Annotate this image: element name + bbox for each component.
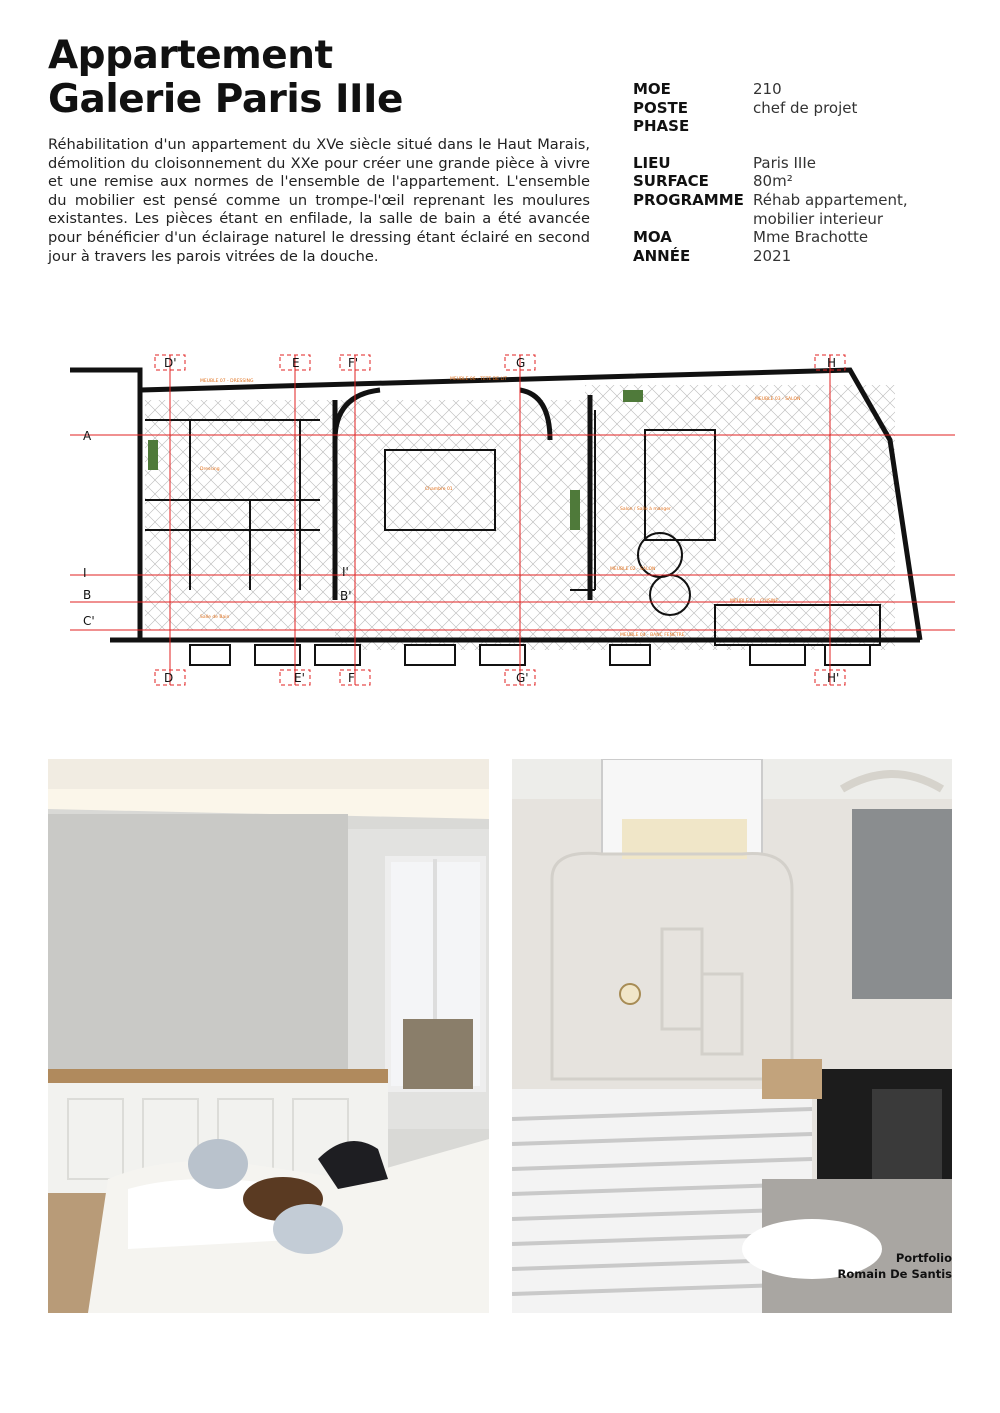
project-description: Réhabilitation d'un appartement du XVe siècle situé dans le Haut Marais, démolition du cloisonnement du XXe pour créer une grande pièce à vivre et une remise aux normes de l'ensemble de l'appartement. L'ensemble du mobilier est pensé comme un trompe-l'œil reprenant les moulures existantes. Les pièces étant en enfilade, la salle de bain a été avancée pour bénéficier d'un éclairage naturel le dressing étant éclairé en second jour à travers les parois vitrées de la douche. <box>48 136 590 265</box>
room-label: Salon / Salle à manger <box>620 507 671 512</box>
meta-label: MOA <box>633 228 672 247</box>
room-label: MEUBLE 01 - CUISINE <box>730 599 779 604</box>
project-metadata <box>633 80 963 265</box>
room-label: MEUBLE 03 - SALON <box>755 397 801 402</box>
meta-value: 80m² <box>753 172 793 191</box>
axis-label-inner: B' <box>340 589 352 603</box>
meta-row-annee <box>633 247 963 266</box>
axis-label-top: H <box>827 356 837 370</box>
axis-label-left: C' <box>83 614 95 628</box>
meta-value: chef de projet <box>753 98 858 117</box>
meta-label: PROGRAMME <box>633 190 744 209</box>
meta-value: Paris IIIe <box>753 153 816 172</box>
meta-row-lieu <box>633 154 963 173</box>
meta-row-poste <box>633 99 963 118</box>
meta-value: Réhab appartement, mobilier interieur <box>753 190 908 228</box>
axis-label-bottom: E' <box>294 671 305 685</box>
axis-label-bottom: F <box>348 671 355 685</box>
axis-label-inner: I' <box>342 565 349 579</box>
meta-value: 210 <box>753 80 782 98</box>
room-label: MEUBLE 02 - SALON <box>610 567 656 572</box>
axis-label-top: D' <box>164 356 177 370</box>
meta-label: ANNÉE <box>633 246 691 265</box>
axis-label-left: A <box>83 429 92 443</box>
axis-label-bottom: G' <box>516 671 529 685</box>
meta-label: SURFACE <box>633 172 709 191</box>
meta-value: 2021 <box>753 246 792 265</box>
room-label: MEUBLE 07 - DRESSING <box>200 379 254 384</box>
living-room-photo <box>48 759 489 1313</box>
footer-author: Romain De Santis <box>837 1267 952 1281</box>
room-label: Chambre 01 <box>425 487 453 492</box>
axis-label-top: G <box>516 356 526 370</box>
meta-label: LIEU <box>633 153 671 172</box>
title-line-2: Galerie Paris IIIe <box>48 77 404 122</box>
room-label: MEUBLE 04 - BANC FENETRE <box>620 633 685 638</box>
room-label: Salle de Bain <box>200 615 230 620</box>
meta-row-phase <box>633 117 963 136</box>
page-title <box>48 34 608 122</box>
room-label: MEUBLE 06 - TETE DE LIT <box>450 377 508 382</box>
floor-plan <box>50 340 960 700</box>
axis-label-left: B <box>83 588 92 602</box>
footer-portfolio: Portfolio <box>895 1251 952 1265</box>
meta-label: MOE <box>633 80 671 98</box>
meta-row-moa <box>633 228 963 247</box>
meta-value: Mme Brachotte <box>753 228 869 247</box>
footer-credit <box>838 1250 953 1282</box>
title-line-1: Appartement <box>48 33 333 78</box>
meta-row-programme <box>633 191 963 228</box>
axis-label-top: F' <box>348 356 359 370</box>
axis-label-left: I <box>83 566 87 580</box>
axis-label-bottom: D <box>164 671 174 685</box>
meta-label: POSTE <box>633 98 689 117</box>
meta-row-moe <box>633 80 963 99</box>
bedroom-photo <box>512 759 952 1313</box>
axis-label-bottom: H' <box>827 671 840 685</box>
room-label: Dressing <box>200 467 220 472</box>
axis-label-top: E <box>292 356 300 370</box>
meta-row-surface <box>633 172 963 191</box>
floor-salon <box>585 385 895 650</box>
meta-label: PHASE <box>633 117 690 136</box>
